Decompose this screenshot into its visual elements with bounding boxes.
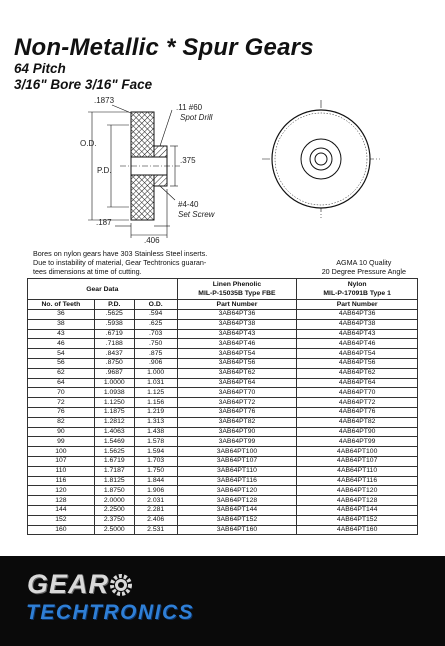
cell-nylon-part: 4AB64PT46 — [297, 339, 418, 349]
table-row — [28, 496, 418, 506]
gear-data-table — [27, 278, 418, 535]
cell-nylon-part: 4AB64PT72 — [297, 398, 418, 408]
cell-pd: 1.1875 — [94, 407, 134, 417]
cell-nylon-part: 4AB64PT128 — [297, 496, 418, 506]
linen-phenolic-header: Linen Phenolic MIL-P-15035B Type FBE — [177, 279, 297, 300]
set-screw-size: #4-40 — [178, 200, 199, 209]
gear-technical-drawing — [0, 95, 445, 245]
pd-label: P.D. — [97, 166, 112, 175]
cell-teeth: 100 — [28, 447, 95, 457]
table-row — [28, 329, 418, 339]
cell-teeth: 116 — [28, 476, 95, 486]
cell-nylon-part: 4AB64PT110 — [297, 466, 418, 476]
logo-techtronics-text: TECHTRONICS — [26, 601, 195, 624]
cell-pd: 1.0938 — [94, 388, 134, 398]
cell-phenolic-part: 3AB64PT144 — [177, 505, 297, 515]
table-row — [28, 378, 418, 388]
cell-od: 1.594 — [134, 447, 177, 457]
cell-od: 1.844 — [134, 476, 177, 486]
table-row — [28, 339, 418, 349]
table-row — [28, 505, 418, 515]
col-nylon-part-header: Part Number — [297, 300, 418, 310]
cell-nylon-part: 4AB64PT100 — [297, 447, 418, 457]
cell-od: 1.703 — [134, 456, 177, 466]
cell-phenolic-part: 3AB64PT152 — [177, 515, 297, 525]
cell-phenolic-part: 3AB64PT160 — [177, 525, 297, 535]
table-row — [28, 437, 418, 447]
cell-nylon-part: 4AB64PT160 — [297, 525, 418, 535]
cell-pd: 1.1250 — [94, 398, 134, 408]
cell-pd: 2.3750 — [94, 515, 134, 525]
note-line-3: tees dimensions at time of cutting. — [33, 267, 142, 276]
logo-gear-text: GEAR — [27, 569, 110, 599]
cell-phenolic-part: 3AB64PT116 — [177, 476, 297, 486]
cell-pd: 1.8125 — [94, 476, 134, 486]
cell-phenolic-part: 3AB64PT36 — [177, 310, 297, 320]
cell-teeth: 120 — [28, 486, 95, 496]
bore-note — [33, 249, 207, 276]
cell-pd: 1.5625 — [94, 447, 134, 457]
cell-nylon-part: 4AB64PT70 — [297, 388, 418, 398]
cell-nylon-part: 4AB64PT107 — [297, 456, 418, 466]
cell-pd: 1.7187 — [94, 466, 134, 476]
cell-od: 1.125 — [134, 388, 177, 398]
cell-teeth: 99 — [28, 437, 95, 447]
cell-pd: .5625 — [94, 310, 134, 320]
table-row — [28, 388, 418, 398]
cell-phenolic-part: 3AB64PT64 — [177, 378, 297, 388]
cell-od: 2.531 — [134, 525, 177, 535]
cell-teeth: 64 — [28, 378, 95, 388]
cell-pd: .8437 — [94, 349, 134, 359]
cell-nylon-part: 4AB64PT116 — [297, 476, 418, 486]
cell-pd: 1.2812 — [94, 417, 134, 427]
cell-nylon-part: 4AB64PT144 — [297, 505, 418, 515]
cell-nylon-part: 4AB64PT152 — [297, 515, 418, 525]
cell-pd: .7188 — [94, 339, 134, 349]
od-label: O.D. — [80, 139, 97, 148]
cell-phenolic-part: 3AB64PT90 — [177, 427, 297, 437]
cell-teeth: 62 — [28, 368, 95, 378]
cell-teeth: 46 — [28, 339, 95, 349]
dim-187: .187 — [96, 218, 112, 227]
cell-teeth: 82 — [28, 417, 95, 427]
cell-teeth: 128 — [28, 496, 95, 506]
cell-pd: .5938 — [94, 319, 134, 329]
cell-teeth: 56 — [28, 358, 95, 368]
cell-od: 1.906 — [134, 486, 177, 496]
table-row — [28, 486, 418, 496]
table-row — [28, 358, 418, 368]
cell-od: 1.750 — [134, 466, 177, 476]
cell-teeth: 72 — [28, 398, 95, 408]
dim-406: .406 — [144, 236, 160, 245]
cell-nylon-part: 4AB64PT76 — [297, 407, 418, 417]
table-row — [28, 427, 418, 437]
cell-od: 2.281 — [134, 505, 177, 515]
cell-teeth: 90 — [28, 427, 95, 437]
cell-phenolic-part: 3AB64PT110 — [177, 466, 297, 476]
quality-note — [322, 258, 406, 276]
table-row — [28, 398, 418, 408]
cell-phenolic-part: 3AB64PT70 — [177, 388, 297, 398]
cell-phenolic-part: 3AB64PT56 — [177, 358, 297, 368]
cell-teeth: 76 — [28, 407, 95, 417]
table-row — [28, 310, 418, 320]
spot-drill-label: Spot Drill — [180, 113, 213, 122]
col-od-header: O.D. — [134, 300, 177, 310]
nylon-header: Nylon MIL-P-17091B Type 1 — [297, 279, 418, 300]
table-row — [28, 447, 418, 457]
cell-pd: 2.5000 — [94, 525, 134, 535]
cell-pd: 2.2500 — [94, 505, 134, 515]
dim-1873: .1873 — [94, 96, 115, 105]
gear-front-view — [262, 100, 380, 218]
cell-teeth: 160 — [28, 525, 95, 535]
cell-od: .594 — [134, 310, 177, 320]
cell-od: .750 — [134, 339, 177, 349]
cell-nylon-part: 4AB64PT54 — [297, 349, 418, 359]
set-screw-label: Set Screw — [178, 210, 215, 219]
cell-od: .703 — [134, 329, 177, 339]
col-phenolic-part-header: Part Number — [177, 300, 297, 310]
cell-phenolic-part: 3AB64PT107 — [177, 456, 297, 466]
cell-pd: 1.8750 — [94, 486, 134, 496]
pitch-subtitle: 64 Pitch — [14, 61, 66, 76]
bore-face-subtitle: 3/16" Bore 3/16" Face — [14, 77, 153, 92]
page-title: Non-Metallic * Spur Gears — [14, 34, 314, 61]
cell-nylon-part: 4AB64PT64 — [297, 378, 418, 388]
cell-od: 1.156 — [134, 398, 177, 408]
cell-teeth: 110 — [28, 466, 95, 476]
cell-pd: 1.4063 — [94, 427, 134, 437]
cell-phenolic-part: 3AB64PT82 — [177, 417, 297, 427]
cell-phenolic-part: 3AB64PT38 — [177, 319, 297, 329]
cell-teeth: 70 — [28, 388, 95, 398]
cell-od: 1.438 — [134, 427, 177, 437]
cell-od: 1.000 — [134, 368, 177, 378]
cell-od: 2.031 — [134, 496, 177, 506]
table-row — [28, 407, 418, 417]
cell-phenolic-part: 3AB64PT72 — [177, 398, 297, 408]
table-row — [28, 466, 418, 476]
cell-pd: 1.6719 — [94, 456, 134, 466]
cell-od: .875 — [134, 349, 177, 359]
quality-line: AGMA 10 Quality — [336, 258, 392, 267]
gear-logo-icon — [108, 572, 134, 598]
table-row — [28, 456, 418, 466]
cell-pd: .6719 — [94, 329, 134, 339]
col-teeth-header: No. of Teeth — [28, 300, 95, 310]
cell-phenolic-part: 3AB64PT99 — [177, 437, 297, 447]
cell-nylon-part: 4AB64PT62 — [297, 368, 418, 378]
table-row — [28, 525, 418, 535]
cell-pd: .8750 — [94, 358, 134, 368]
cell-phenolic-part: 3AB64PT43 — [177, 329, 297, 339]
table-row — [28, 319, 418, 329]
cell-od: 1.578 — [134, 437, 177, 447]
pressure-angle-line: 20 Degree Pressure Angle — [321, 267, 406, 276]
gear-data-header: Gear Data — [28, 279, 178, 300]
table-row — [28, 476, 418, 486]
cell-teeth: 36 — [28, 310, 95, 320]
cell-teeth: 38 — [28, 319, 95, 329]
cell-pd: 1.0000 — [94, 378, 134, 388]
cell-nylon-part: 4AB64PT56 — [297, 358, 418, 368]
cell-phenolic-part: 3AB64PT62 — [177, 368, 297, 378]
cell-phenolic-part: 3AB64PT54 — [177, 349, 297, 359]
cell-od: 1.313 — [134, 417, 177, 427]
cell-nylon-part: 4AB64PT99 — [297, 437, 418, 447]
table-row — [28, 515, 418, 525]
dim-spot-drill: .11 #60 — [176, 103, 203, 112]
table-row — [28, 368, 418, 378]
col-pd-header: P.D. — [94, 300, 134, 310]
cell-phenolic-part: 3AB64PT46 — [177, 339, 297, 349]
cell-nylon-part: 4AB64PT36 — [297, 310, 418, 320]
cell-phenolic-part: 3AB64PT100 — [177, 447, 297, 457]
cell-od: 1.219 — [134, 407, 177, 417]
note-line-2: Due to instability of material, Gear Techtronics guaran- — [33, 258, 207, 267]
cell-phenolic-part: 3AB64PT76 — [177, 407, 297, 417]
cell-od: .906 — [134, 358, 177, 368]
cell-teeth: 54 — [28, 349, 95, 359]
cell-pd: 2.0000 — [94, 496, 134, 506]
cell-teeth: 152 — [28, 515, 95, 525]
cell-nylon-part: 4AB64PT38 — [297, 319, 418, 329]
dim-375: .375 — [180, 156, 196, 165]
cell-pd: .9687 — [94, 368, 134, 378]
cell-pd: 1.5469 — [94, 437, 134, 447]
cell-od: 2.406 — [134, 515, 177, 525]
table-row — [28, 349, 418, 359]
cell-nylon-part: 4AB64PT90 — [297, 427, 418, 437]
cell-nylon-part: 4AB64PT120 — [297, 486, 418, 496]
cell-nylon-part: 4AB64PT82 — [297, 417, 418, 427]
table-row — [28, 417, 418, 427]
cell-od: 1.031 — [134, 378, 177, 388]
cell-nylon-part: 4AB64PT43 — [297, 329, 418, 339]
cell-phenolic-part: 3AB64PT120 — [177, 486, 297, 496]
note-line-1: Bores on nylon gears have 303 Stainless Steel inserts. — [33, 249, 208, 258]
cell-teeth: 144 — [28, 505, 95, 515]
cell-phenolic-part: 3AB64PT128 — [177, 496, 297, 506]
cell-teeth: 107 — [28, 456, 95, 466]
cell-teeth: 43 — [28, 329, 95, 339]
cell-od: .625 — [134, 319, 177, 329]
